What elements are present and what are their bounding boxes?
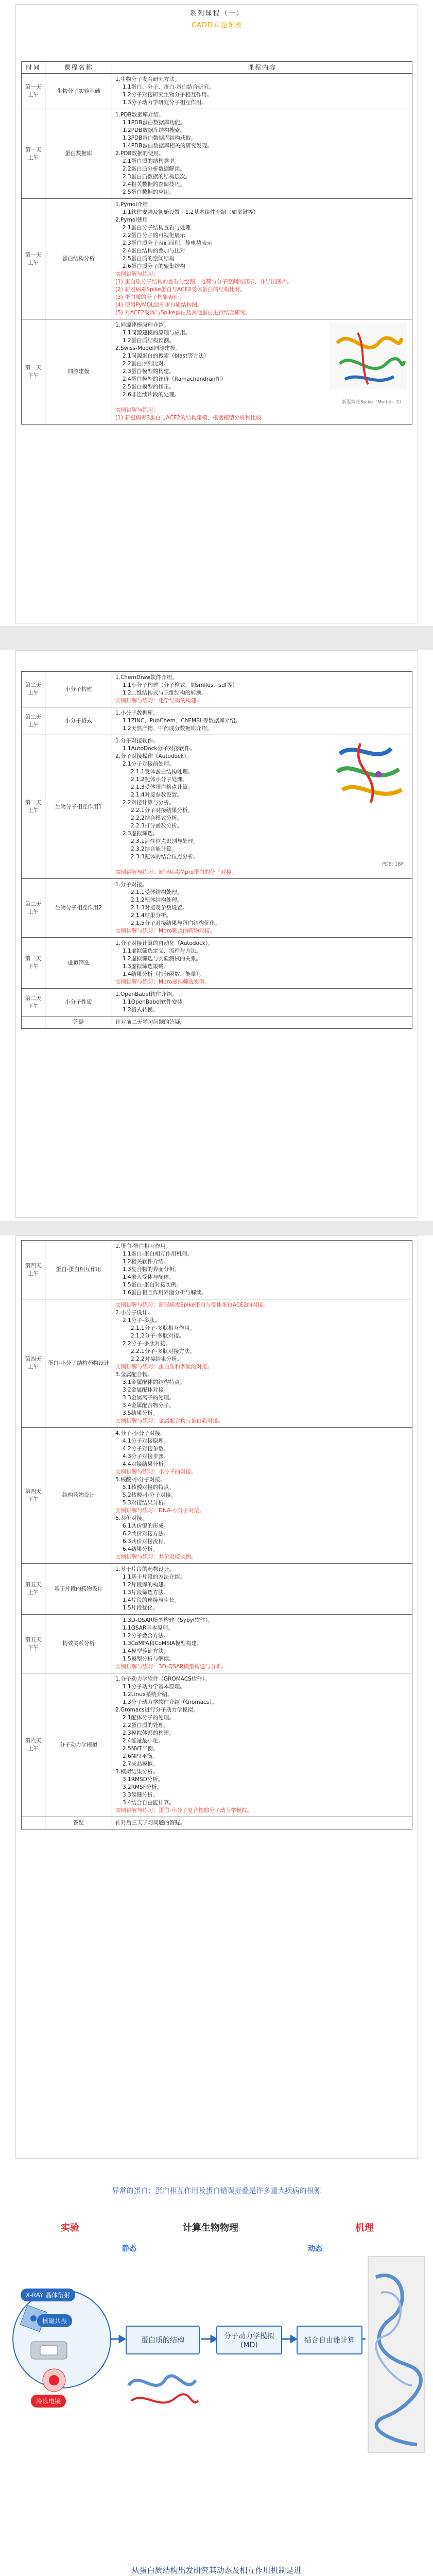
- nmr-icon: [31, 2342, 67, 2359]
- row-course-name: 答疑: [45, 1817, 112, 1829]
- row-content: [112, 1564, 412, 1615]
- content-line: 1.1小分子构建（分子格式，如smiles、sdf等）: [123, 682, 238, 688]
- content-line: 2.1同源蛋白的搜索（blast等方法）: [123, 353, 210, 359]
- table-row: [22, 199, 412, 319]
- content-line: 2.1蛋白分子结构查看与处理: [123, 225, 191, 231]
- content-line: 1.5模型分析与解读。: [123, 1656, 175, 1662]
- flow-diagram: [0, 2231, 433, 2561]
- row-time: 第一天上午: [22, 74, 45, 109]
- row-course-name: 基于片段的药物设计: [45, 1564, 112, 1615]
- content-line: 5.核酸-小分子对接。: [115, 1477, 166, 1483]
- content-line: 1.3CoMFA和CoMSIA模型构建。: [123, 1640, 202, 1647]
- content-line: 1.2片段库的构建。: [123, 1582, 169, 1588]
- content-line: 2.5NVT平衡。: [123, 1745, 159, 1752]
- content-line: 针对前二天学习问题的答疑。: [115, 1019, 186, 1025]
- page-gap-2: [0, 1221, 433, 1235]
- content-line: 1.ChemDraw软件介绍。: [115, 674, 178, 681]
- row-content: [112, 1673, 412, 1817]
- row-course-name: 小分子性质: [45, 989, 112, 1016]
- content-line: 1.2二维结构式与三维结构的转换。: [123, 690, 207, 696]
- table-row: [22, 879, 412, 938]
- row-content: [112, 1016, 412, 1029]
- row-course-name: 构效关系分析: [45, 1615, 112, 1673]
- row-course-name: 小分子格式: [45, 707, 112, 735]
- content-line: 2.Swiss-Model同源建模。: [115, 345, 181, 351]
- content-line: 2.6蛋白质分子的聚集结构: [123, 263, 185, 269]
- protein-ribbon-illustration: [330, 738, 407, 805]
- exercise-note: (4) 使用PyMOL绘制蛋白质结构图。: [115, 302, 203, 308]
- content-line: 2.3虚拟筛选。: [123, 831, 159, 837]
- content-line: 1.PDB数据库介绍。: [115, 112, 164, 118]
- content-line: 2.1.4结果分析。: [131, 912, 172, 919]
- content-line: 实例讲解与练习：金属配合物与蛋白质对接。: [115, 1418, 223, 1424]
- content-line: 3.3金属离子的处理。: [123, 1395, 175, 1401]
- content-line: 1.3分子动力学研究分子相互作用。: [123, 99, 207, 106]
- content-line: 2.2蛋白序列比对。: [123, 361, 169, 367]
- exercise-note: (2) 新冠病毒Spike蛋白与ACE2受体蛋白的结构比对。: [115, 286, 246, 293]
- content-line: 6.2共价对接方法。: [123, 1531, 169, 1537]
- row-time: 第二天上午: [22, 879, 45, 938]
- content-line: 3.4金属配合物分子。: [123, 1402, 175, 1409]
- row-course-name: 答疑: [45, 1016, 112, 1029]
- table-row: [22, 707, 412, 735]
- content-line: 2.2.3打分函数分析。: [131, 823, 183, 829]
- row-content: [112, 735, 412, 879]
- content-line: 2.1分子对接前处理。: [123, 761, 175, 767]
- content-line: 6.4结果分析。: [123, 1546, 159, 1552]
- content-line: 2.6非连续片段的处理。: [123, 392, 180, 398]
- banner-bottom-line-1: 从蛋白质结构出发研究其动态及相互作用机制是进: [131, 2566, 302, 2575]
- exercise-note: (1) 蛋白质分子结构的查看与绘图，电荷与分子空间的展示，并导出图片。: [115, 279, 292, 285]
- content-line: 1.1虚拟筛选定义、流程与方法。: [123, 948, 202, 954]
- row-time: 第四天下午: [22, 1428, 45, 1564]
- figure-caption: 新冠病毒Spike（Model：2）: [341, 400, 404, 405]
- content-line: 6.1共价键的形成。: [123, 1523, 169, 1529]
- structure-box: 蛋白质的结构: [126, 2326, 200, 2354]
- row-time: [22, 1817, 45, 1829]
- banner-title: 异常的蛋白：蛋白相互作用及蛋白错误折叠是许多重大疾病的根源: [112, 2187, 321, 2195]
- content-line: 2.1.3对接及参数设置。: [131, 905, 188, 911]
- table-row: [22, 1564, 412, 1615]
- content-line: 4.分子-小分子对接。: [115, 1430, 166, 1436]
- protein-dynamic-icon: [368, 2257, 425, 2452]
- row-content: [112, 1817, 412, 1829]
- row-time: 第二天上午: [22, 707, 45, 735]
- content-line: 2.小分子设计。: [115, 1310, 153, 1316]
- content-line: 实例讲解与练习：新冠病毒Spike蛋白与受体蛋白ACE2的对接。: [115, 1302, 269, 1308]
- table-row: [22, 1673, 412, 1817]
- row-time: 第二天下午: [22, 938, 45, 989]
- content-line: 1.Pymol介绍: [115, 201, 148, 208]
- content-line: 2.3.1活性位点识别与处理。: [131, 838, 199, 844]
- row-time: 第二天上午: [22, 735, 45, 879]
- content-line: 6.共价对接。: [115, 1515, 148, 1521]
- row-time: [22, 1016, 45, 1029]
- table-row: [22, 74, 412, 109]
- content-line: 3.2金属配体对接。: [123, 1387, 169, 1393]
- row-content: [112, 1241, 412, 1299]
- content-line: 1.3复合物的界面分析。: [123, 1266, 180, 1273]
- row-time: 第五天下午: [22, 1615, 45, 1673]
- content-line: 1.2相关软件介绍。: [123, 1259, 169, 1265]
- exercise-note: 实例讲解与练习：新冠病毒Mpro蛋白的分子对接。: [115, 869, 237, 875]
- course-table-1: [21, 61, 412, 425]
- row-course-name: 同源建模: [45, 319, 112, 425]
- row-time: 第六天上午: [22, 1673, 45, 1817]
- exercise-note: 实例讲解与练习：蛋白-小分子复合物的分子动力学模拟。: [115, 1807, 253, 1814]
- row-time: 第四天上午: [22, 1299, 45, 1428]
- content-line: 1.生物分子发育研究方法。: [115, 76, 180, 82]
- content-line: 1.1OpenBabel软件安装。: [123, 999, 188, 1005]
- content-line: 实例讲解与练习：小分子的对接。: [115, 1469, 197, 1475]
- exercise-note: 实例讲解与练习：: [115, 271, 159, 277]
- table-row: [22, 1428, 412, 1564]
- row-content: [112, 879, 412, 938]
- row-content: [112, 1428, 412, 1564]
- table-row: [22, 319, 412, 425]
- row-time: 第五天上午: [22, 1564, 45, 1615]
- content-line: 1.6蛋白相互作用界面分析与解读。: [123, 1290, 207, 1296]
- document-page-3: [15, 1235, 418, 2159]
- content-line: 1.3D-QSAR模型构建（Sybyl软件）。: [123, 1617, 214, 1623]
- content-line: 1.2PDB数据库结构搜索。: [123, 127, 186, 133]
- content-line: 3.3氢键分析。: [123, 1792, 159, 1798]
- content-line: 1.4模型验证方法。: [123, 1648, 169, 1654]
- table-row: [22, 1016, 412, 1029]
- table-row: [22, 1241, 412, 1299]
- content-line: 2.1分子-多肽。: [123, 1317, 160, 1324]
- md-box: 分子动力学模拟(MD): [216, 2326, 282, 2354]
- row-content: [112, 672, 412, 707]
- content-line: 2.2.2结合模式分析。: [131, 815, 183, 821]
- content-line: 2.PDB数据的使用。: [115, 150, 164, 157]
- cryoem-icon: [43, 2369, 65, 2392]
- content-line: 1.1分子动力学基本原理。: [123, 1684, 185, 1690]
- content-line: 2.1.4对接参数设置。: [131, 792, 183, 798]
- content-line: 1.基于片段的药物设计。: [115, 1566, 175, 1572]
- content-line: 1.同源建模原理介绍。: [115, 322, 169, 328]
- content-line: 1.1ZINC、PubChem、ChEMBL等数据库介绍。: [123, 718, 241, 724]
- course-table-3: [21, 1240, 412, 1829]
- row-course-name: 生物分子相互作用2: [45, 879, 112, 938]
- row-content: [112, 199, 412, 319]
- content-line: 2.2.1分子-多肽对接方法。: [131, 1348, 196, 1354]
- figure-caption: PDB: 1BP: [382, 862, 404, 867]
- content-line: 1.2蛋白质结构预测。: [123, 337, 175, 344]
- content-line: 5.3对接结果分析。: [123, 1500, 169, 1506]
- content-line: 1.蛋白-蛋白相互作用。: [115, 1243, 171, 1249]
- content-line: 1.2格式转换。: [123, 1007, 159, 1013]
- table-row: [22, 109, 412, 199]
- content-line: 2.2.1分子对接结果分析。: [131, 807, 194, 814]
- header-content: 课程内容: [112, 62, 412, 74]
- content-line: 3.2RMSF分析。: [123, 1784, 163, 1790]
- content-line: 实例讲解与练习：化学结构的构建。: [115, 698, 202, 704]
- content-line: 2.1.1分子-多肽相互作用。: [131, 1325, 196, 1331]
- content-line: 2.1.3受体蛋白格点计算。: [131, 784, 194, 790]
- table-row: [22, 1615, 412, 1673]
- row-course-name: 生物分子相互作用1: [45, 735, 112, 879]
- content-line: 2.4蛋白模型的评价（Ramachandran图）: [123, 376, 227, 382]
- content-line: 2.2蛋白质分析数据解读。: [123, 166, 185, 172]
- row-time: 第一天上午: [22, 109, 45, 199]
- table-row: [22, 989, 412, 1016]
- label-mechanism: 机理: [355, 2223, 374, 2233]
- table-row: [22, 672, 412, 707]
- content-line: 1.4结果分析（打分函数、能量）。: [123, 971, 204, 977]
- exercise-note: (3) 蛋白质的分子构象表征。: [115, 294, 184, 300]
- content-line: 1.分子对接软件。: [115, 738, 159, 744]
- content-line: 1.1蛋白-蛋白相互作用机理。: [123, 1251, 193, 1257]
- row-course-name: 蛋白数据库: [45, 109, 112, 199]
- content-line: 5.2核酸-小分子对接。: [123, 1492, 177, 1498]
- doc-subtitle: CADD专题课表: [192, 22, 242, 29]
- content-line: 1.3片段筛选方法。: [123, 1589, 169, 1596]
- content-line: 1.2Linux系统介绍。: [123, 1691, 173, 1698]
- content-line: 3.模拟结果分析。: [115, 1769, 159, 1775]
- header-time: 时间: [22, 62, 45, 74]
- content-line: 2.Pymol使用: [115, 217, 148, 223]
- row-content: [112, 938, 412, 989]
- content-line: 1.2分子叠合方法。: [123, 1633, 169, 1639]
- content-line: 1.1同源建模的原理与应用。: [123, 330, 191, 336]
- content-line: 2.Gromacs进行分子动力学模拟。: [115, 1707, 199, 1713]
- content-line: 实例讲解与练习：蛋白质和多肽的对接。: [115, 1364, 213, 1370]
- content-line: 1.5片段优化。: [123, 1605, 159, 1611]
- content-line: 2.4能量最小化。: [123, 1738, 164, 1744]
- content-line: 2.6NPT平衡。: [123, 1753, 158, 1759]
- content-line: 2.2.2对接结果分析。: [131, 1356, 183, 1362]
- row-content: [112, 989, 412, 1016]
- label-computational: 计算生物物理: [183, 2223, 238, 2233]
- content-line: 1.小分子数据库。: [115, 710, 159, 716]
- row-course-name: 小分子构建: [45, 672, 112, 707]
- row-content: [112, 109, 412, 199]
- content-line: 3.5结果分析。: [123, 1410, 159, 1416]
- protein-static-icon: [129, 2376, 198, 2402]
- table-row: [22, 938, 412, 989]
- content-line: 4.3分子对接步骤。: [123, 1453, 169, 1460]
- content-line: 2.1.1受体蛋白结构处理。: [131, 769, 194, 775]
- content-line: 实例讲解与练习：3D-QSAR模型构建与分析。: [115, 1664, 227, 1670]
- content-line: 2.3.2结合能计算。: [131, 846, 177, 852]
- table-row: [22, 1299, 412, 1428]
- content-line: 1.1QSAR基本原理。: [123, 1625, 174, 1631]
- page-gap-1: [0, 626, 433, 650]
- content-line: 2.1.2配体小分子处理。: [131, 776, 188, 783]
- document-page-1: [15, 4, 418, 623]
- row-course-name: 蛋白-小分子结构药物设计: [45, 1299, 112, 1428]
- content-line: 1.2分子对接研究生物分子相互作用。: [123, 92, 213, 98]
- content-line: 3.1金属配体的结构特点。: [123, 1379, 185, 1385]
- content-line: 1.4片段的连接与生长。: [123, 1597, 180, 1603]
- document-page-2: [15, 650, 418, 1218]
- content-line: 1.分子对接计算的自动化（Autodock）。: [115, 940, 214, 946]
- label-experiment: 实验: [61, 2223, 79, 2233]
- doc-title: 系列课程（一）: [189, 10, 244, 18]
- exercise-note: (5) 对ACE2受体与Spike蛋白及其他蛋白进行结合研究。: [115, 310, 251, 316]
- exercise-note: 实例讲解与练习：Mpro虚拟筛选实例。: [115, 979, 210, 985]
- content-line: 2.2分子-多肽对接。: [123, 1341, 171, 1347]
- content-line: 2.3蛋白质分子表面面积、静电势表示: [123, 240, 213, 246]
- row-course-name: 蛋白结构分析: [45, 199, 112, 319]
- content-line: 1.1PDB蛋白数据库功能。: [123, 120, 186, 126]
- content-line: 实例讲解与练习：DNA-小分子对接。: [115, 1507, 205, 1514]
- content-line: 1.1AutoDock分子对接软件。: [123, 745, 195, 752]
- content-line: 3.金属配合物。: [115, 1371, 153, 1378]
- content-line: 1.3分子动力学软件介绍（Gromacs）。: [123, 1699, 218, 1705]
- xray-pill: X-RAY 晶体衍射: [21, 2289, 75, 2301]
- content-line: 2.4相关数据的查阅技巧。: [123, 181, 185, 188]
- content-line: 1.分子动力学软件（GROMACS软件）。: [115, 1676, 211, 1682]
- content-line: 2.4蛋白结构的叠加与比对: [123, 248, 185, 254]
- content-line: 2.1配体分子的处理。: [123, 1715, 175, 1721]
- row-content: [112, 1615, 412, 1673]
- content-line: 5.1核酸对接的特点。: [123, 1484, 175, 1490]
- exercise-note: 实例讲解与练习：: [115, 407, 159, 413]
- content-line: 2.5蛋白模型的修正。: [123, 384, 175, 390]
- header-name: 课程名称: [45, 62, 112, 74]
- content-line: 2.5蛋白数据的应用。: [123, 189, 175, 195]
- label-static: 静态: [122, 2245, 136, 2253]
- content-line: 1.2虚拟筛选与实验测试的关系。: [123, 956, 202, 962]
- table-row: [22, 1817, 412, 1829]
- row-course-name: 蛋白-蛋白相互作用: [45, 1241, 112, 1299]
- exercise-note: 实例讲解与练习：Mpro靶点的药物对接。: [115, 928, 216, 934]
- row-content: [112, 319, 412, 425]
- table-row: [22, 735, 412, 879]
- content-line: 2.3模拟体系的构建。: [123, 1730, 175, 1736]
- content-line: 2.3.3配体的结合位点分析。: [131, 854, 199, 860]
- content-line: 1.分子对接。: [115, 882, 148, 888]
- label-dynamic: 动态: [308, 2245, 322, 2253]
- content-line: 2.7成品模拟。: [123, 1761, 159, 1767]
- content-line: 1.3PDB蛋白数据库结构获取。: [123, 135, 197, 141]
- row-content: [112, 707, 412, 735]
- content-line: 2.1蛋白质的结构类型。: [123, 158, 180, 164]
- content-line: 2.2蛋白质的处理。: [123, 1722, 169, 1728]
- content-line: 2.2蛋白分子的可视化展示: [123, 232, 185, 239]
- nmr-pill: 核磁共振: [37, 2314, 72, 2327]
- row-course-name: 虚拟筛选: [45, 938, 112, 989]
- table-header-row: [22, 62, 412, 74]
- content-line: 4.1分子对接原理。: [123, 1438, 169, 1444]
- content-line: 1.OpenBabel软件介绍。: [115, 991, 178, 997]
- content-line: 4.4对接结果分析。: [123, 1461, 169, 1467]
- content-line: 4.2分子对接参数。: [123, 1446, 169, 1452]
- content-line: 针对后三天学习问题的答疑。: [115, 1820, 186, 1826]
- content-line: 1.5蛋白-蛋白对接实例。: [123, 1282, 182, 1288]
- row-time: 第一天上午: [22, 199, 45, 319]
- content-line: 2.1.2配体结构处理。: [131, 897, 183, 903]
- energy-box: 结合自由能计算: [297, 2326, 362, 2354]
- row-time: 第四天上午: [22, 1241, 45, 1299]
- content-line: 2.3蛋白质数据的结构层次。: [123, 174, 191, 180]
- content-line: 1.1软件安装及初始设置 - 1.2基本组件介绍（如鼠键等）: [123, 209, 259, 215]
- content-line: 1.4嵌入受体与配体。: [123, 1274, 175, 1280]
- content-line: 6.3共价对接流程。: [123, 1538, 169, 1545]
- exercise-note: (1) 新冠病毒S蛋白与ACE2的结构建模，根据模型分析和比较。: [115, 415, 267, 421]
- content-line: 2.5蛋白质的空间结构: [123, 256, 175, 262]
- content-line: 2.3蛋白模型的构建。: [123, 368, 175, 375]
- row-time: 第二天下午: [22, 989, 45, 1016]
- row-content: [112, 1299, 412, 1428]
- row-course-name: 结构药物设计: [45, 1428, 112, 1564]
- row-course-name: 分子动力学模拟: [45, 1673, 112, 1817]
- content-line: 1.1基于片段的方法介绍。: [123, 1574, 185, 1580]
- content-line: 2.1.5分子对接结果与蛋白结构优化。: [131, 920, 220, 926]
- row-content: [112, 74, 412, 109]
- content-line: 2.1.2分子-多肽对接。: [131, 1333, 185, 1339]
- doc-header: [16, 5, 418, 29]
- content-line: 1.4PDB蛋白数据库相关的研究发现。: [123, 143, 213, 149]
- content-line: 2.2对接计算与分析。: [123, 800, 175, 806]
- content-line: 1.3虚拟筛选策略。: [123, 963, 169, 970]
- content-line: 2.分子对接操作（Autodock）。: [115, 753, 192, 759]
- row-course-name: 生物分子实验基础: [45, 74, 112, 109]
- course-table-2: [21, 671, 412, 1029]
- cryoem-pill: 冷冻电镜: [31, 2395, 66, 2408]
- content-line: 3.4结合自由能计算。: [123, 1800, 175, 1806]
- protein-banner: [0, 2179, 433, 2576]
- content-line: 2.1.1受体结构处理。: [131, 889, 183, 895]
- content-line: 实例讲解与练习：共价对接实例。: [115, 1554, 197, 1560]
- row-time: 第二天上午: [22, 672, 45, 707]
- row-time: 第一天下午: [22, 319, 45, 425]
- content-line: 1.1蛋白、分子、蛋白-蛋白结合研究。: [123, 84, 214, 90]
- content-line: 1.2天然产物、中药成分数据库介绍。: [123, 725, 213, 732]
- protein-ribbon-illustration: [330, 323, 407, 389]
- content-line: 3.1RMSD分析。: [123, 1776, 164, 1783]
